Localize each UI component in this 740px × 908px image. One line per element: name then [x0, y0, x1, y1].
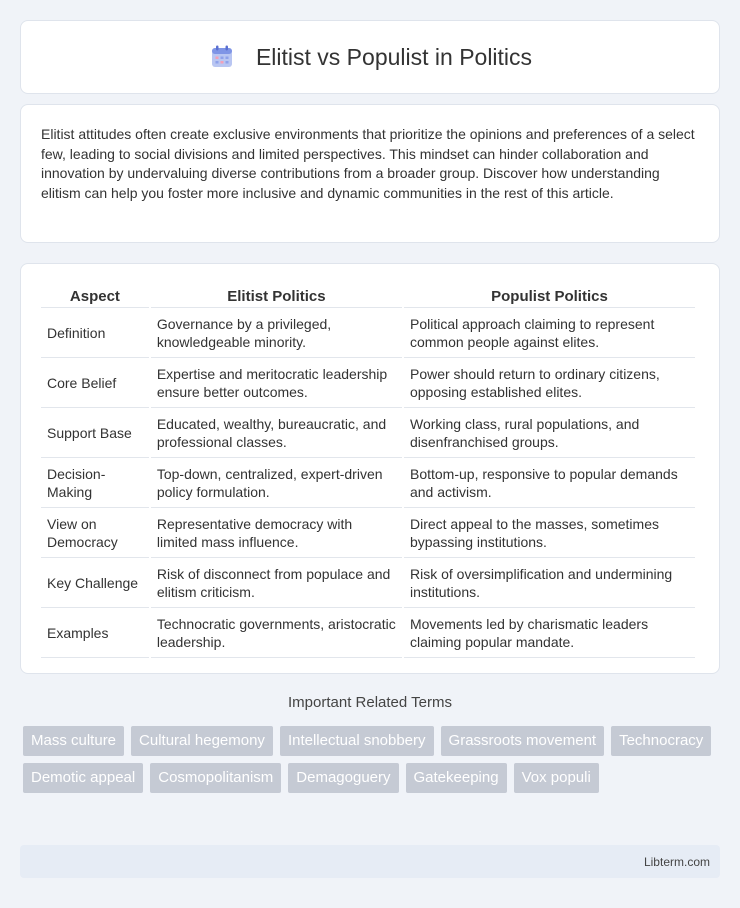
cell-populist: Political approach claiming to represent common people against elites. [404, 310, 695, 358]
cell-elitist: Top-down, centralized, expert-driven policy formulation. [151, 460, 402, 508]
cell-populist: Working class, rural populations, and disenfranchised groups. [404, 410, 695, 458]
tag-cultural-hegemony[interactable]: Cultural hegemony [131, 726, 273, 756]
header-populist: Populist Politics [404, 282, 695, 308]
cell-elitist: Representative democracy with limited mass influence. [151, 510, 402, 558]
tag-vox-populi[interactable]: Vox populi [514, 763, 599, 793]
tag-technocracy[interactable]: Technocracy [611, 726, 711, 756]
page-title: Elitist vs Populist in Politics [255, 43, 533, 70]
cell-aspect: View on Democracy [41, 510, 149, 558]
cell-aspect: Support Base [41, 410, 149, 458]
cell-aspect: Definition [41, 310, 149, 358]
tag-intellectual-snobbery[interactable]: Intellectual snobbery [280, 726, 434, 756]
footer [20, 845, 720, 878]
tag-demotic-appeal[interactable]: Demotic appeal [23, 763, 143, 793]
footer-site-link[interactable]: Libterm.com [643, 854, 710, 869]
cell-populist: Bottom-up, responsive to popular demands and activism. [404, 460, 695, 508]
related-terms-list [23, 726, 723, 793]
table-header-row [41, 282, 695, 308]
cell-populist: Movements led by charismatic leaders claiming popular mandate. [404, 610, 695, 658]
table-row [41, 610, 695, 658]
cell-elitist: Educated, wealthy, bureaucratic, and professional classes. [151, 410, 402, 458]
cell-populist: Risk of oversimplification and undermining institutions. [404, 560, 695, 608]
cell-aspect: Examples [41, 610, 149, 658]
table-row [41, 510, 695, 558]
cell-elitist: Governance by a privileged, knowledgeable minority. [151, 310, 402, 358]
header-card [20, 20, 720, 94]
comparison-card [20, 263, 720, 674]
header-elitist: Elitist Politics [151, 282, 402, 308]
cell-aspect: Decision-Making [41, 460, 149, 508]
cell-elitist: Technocratic governments, aristocratic leadership. [151, 610, 402, 658]
tag-demagoguery[interactable]: Demagoguery [288, 763, 398, 793]
table-row [41, 410, 695, 458]
comparison-table [39, 280, 697, 660]
cell-populist: Direct appeal to the masses, sometimes bypassing institutions. [404, 510, 695, 558]
table-row [41, 360, 695, 408]
table-row [41, 560, 695, 608]
tag-mass-culture[interactable]: Mass culture [23, 726, 124, 756]
tag-grassroots-movement[interactable]: Grassroots movement [441, 726, 605, 756]
header-aspect: Aspect [41, 282, 149, 308]
cell-aspect: Core Belief [41, 360, 149, 408]
table-row [41, 460, 695, 508]
header [208, 43, 532, 71]
cell-elitist: Expertise and meritocratic leadership ensure better outcomes. [151, 360, 402, 408]
tag-gatekeeping[interactable]: Gatekeeping [406, 763, 507, 793]
cell-aspect: Key Challenge [41, 560, 149, 608]
tag-cosmopolitanism[interactable]: Cosmopolitanism [150, 763, 281, 793]
cell-populist: Power should return to ordinary citizens, opposing established elites. [404, 360, 695, 408]
intro-paragraph: Elitist attitudes often create exclusive environments that prioritize the opinions and preferences of a select few, leading to social divisions and limited perspectives. This mindset can hinder collaboration and innovation by undervaluing diverse contributions from a broader group. Discover how understanding elitism can help you foster more inclusive and dynamic communities in the rest of this article. [41, 126, 695, 201]
table-row [41, 310, 695, 358]
intro-card [20, 104, 720, 243]
calendar-icon [208, 43, 236, 71]
related-terms-title: Important Related Terms [288, 694, 452, 711]
cell-elitist: Risk of disconnect from populace and elitism criticism. [151, 560, 402, 608]
